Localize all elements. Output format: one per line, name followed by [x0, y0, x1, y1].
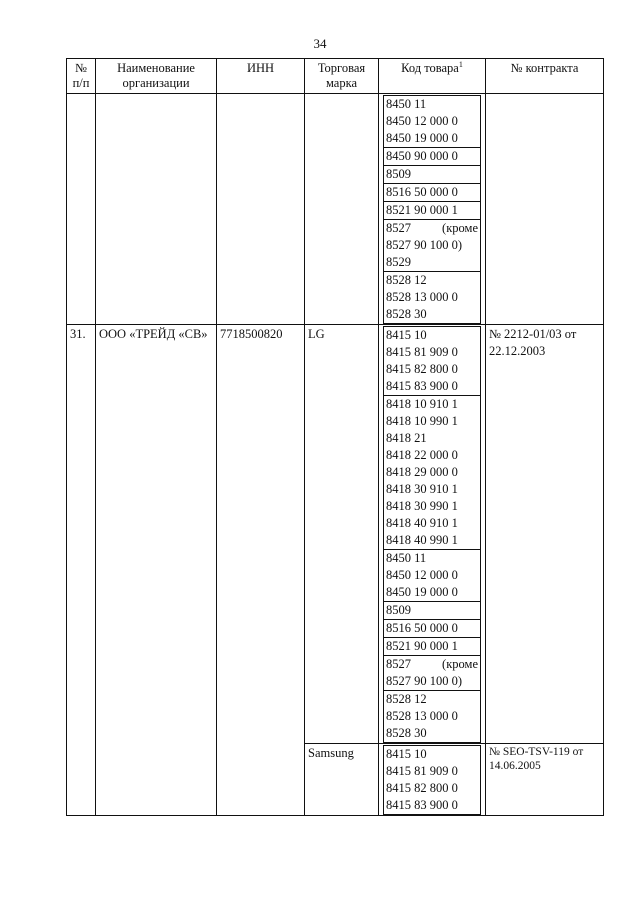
page-number: 34	[313, 36, 327, 51]
product-code-part: 8527	[386, 221, 411, 235]
product-code: 8528 13 000 0	[386, 290, 458, 304]
code-list	[382, 95, 482, 324]
product-code: 8528 13 000 0	[386, 709, 458, 723]
product-code: 8415 82 800 0	[386, 362, 458, 376]
code-group	[383, 655, 481, 691]
product-code: 8415 83 900 0	[386, 379, 458, 393]
table-header-row	[67, 59, 604, 94]
product-code: 8521 90 000 1	[386, 203, 458, 217]
cell-product-codes	[379, 325, 486, 744]
product-code: 8450 11	[386, 551, 427, 565]
code-group	[383, 619, 481, 638]
header-product-code-label: Код товара	[401, 61, 459, 75]
header-organization: Наименование организации	[96, 59, 217, 94]
product-code: 8450 11	[386, 97, 427, 111]
header-product-code	[379, 59, 486, 94]
product-code: 8415 82 800 0	[386, 781, 458, 795]
cell-inn: 7718500820	[217, 325, 305, 816]
cell-organization: ООО «ТРЕЙД «СВ»	[96, 325, 217, 816]
product-code: 8450 90 000 0	[386, 149, 458, 163]
product-code: 8418 22 000 0	[386, 448, 458, 462]
product-code: 8527 90 100 0)	[386, 238, 463, 252]
product-code: 8415 83 900 0	[386, 798, 458, 812]
cell-contract: № SEO-TSV-119 от 14.06.2005	[486, 744, 604, 816]
code-group	[383, 745, 481, 815]
code-group	[383, 395, 481, 550]
product-code: 8418 10 990 1	[386, 414, 458, 428]
code-group	[383, 549, 481, 602]
product-code: 8418 40 990 1	[386, 533, 458, 547]
code-group	[383, 219, 481, 272]
code-list	[382, 745, 482, 815]
header-contract: № контракта	[486, 59, 604, 94]
code-group	[383, 637, 481, 656]
product-code: 8528 12	[386, 273, 427, 287]
cell-inn	[217, 94, 305, 325]
product-code	[386, 220, 478, 237]
product-code: 8450 12 000 0	[386, 114, 458, 128]
goods-registry-table	[66, 58, 604, 816]
product-code: 8529	[386, 255, 411, 269]
product-code: 8521 90 000 1	[386, 639, 458, 653]
product-code: 8450 19 000 0	[386, 131, 458, 145]
product-code: 8527 90 100 0)	[386, 674, 463, 688]
product-code: 8450 12 000 0	[386, 568, 458, 582]
cell-trademark	[305, 94, 379, 325]
cell-contract	[486, 94, 604, 325]
product-code: 8418 10 910 1	[386, 397, 458, 411]
product-code-part: (кроме	[442, 657, 478, 671]
product-code: 8415 81 909 0	[386, 345, 458, 359]
product-code: 8418 40 910 1	[386, 516, 458, 530]
header-inn: ИНН	[217, 59, 305, 94]
product-code: 8450 19 000 0	[386, 585, 458, 599]
table-row-continuation	[67, 94, 604, 325]
cell-number	[67, 94, 96, 325]
code-group	[383, 165, 481, 184]
product-code: 8528 30	[386, 307, 427, 321]
code-group	[383, 601, 481, 620]
product-code: 8509	[386, 167, 411, 181]
code-group	[383, 326, 481, 396]
code-group	[383, 147, 481, 166]
code-group	[383, 690, 481, 743]
code-group	[383, 271, 481, 324]
product-code	[386, 656, 478, 673]
product-code: 8415 81 909 0	[386, 764, 458, 778]
header-number: № п/п	[67, 59, 96, 94]
cell-contract: № 2212-01/03 от 22.12.2003	[486, 325, 604, 744]
cell-product-codes	[379, 744, 486, 816]
table-row-31-lg	[67, 325, 604, 744]
product-code: 8528 30	[386, 726, 427, 740]
code-group	[383, 201, 481, 220]
cell-organization	[96, 94, 217, 325]
code-group	[383, 183, 481, 202]
cell-trademark: LG	[305, 325, 379, 744]
product-code: 8415 10	[386, 328, 427, 342]
product-code-part: 8527	[386, 657, 411, 671]
product-code: 8418 30 910 1	[386, 482, 458, 496]
code-group	[383, 95, 481, 148]
product-code: 8418 21	[386, 431, 427, 445]
product-code: 8415 10	[386, 747, 427, 761]
header-trademark: Торговая марка	[305, 59, 379, 94]
product-code: 8516 50 000 0	[386, 621, 458, 635]
cell-number: 31.	[67, 325, 96, 816]
code-list	[382, 326, 482, 743]
product-code: 8509	[386, 603, 411, 617]
cell-product-codes	[379, 94, 486, 325]
product-code: 8418 30 990 1	[386, 499, 458, 513]
header-product-code-footnote: 1	[458, 59, 463, 69]
product-code-part: (кроме	[442, 221, 478, 235]
product-code: 8528 12	[386, 692, 427, 706]
product-code: 8516 50 000 0	[386, 185, 458, 199]
product-code: 8418 29 000 0	[386, 465, 458, 479]
cell-trademark: Samsung	[305, 744, 379, 816]
